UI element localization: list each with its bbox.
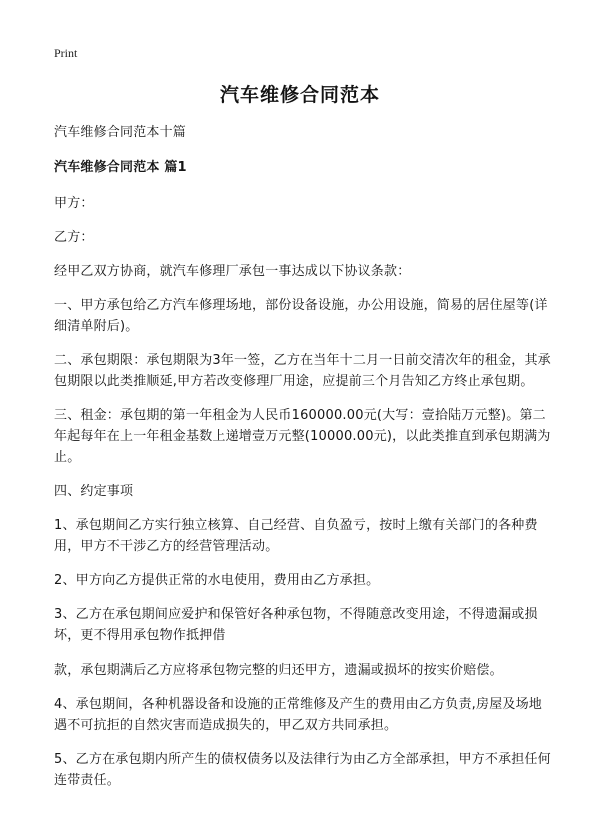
print-label: Print (54, 46, 78, 60)
item-3-paragraph: 3、乙方在承包期间应爱护和保管好各种承包物，不得随意改变用途，不得遗漏或损坏，更不得用承包物作抵押借 (54, 607, 538, 643)
item-2-paragraph: 2、甲方向乙方提供正常的水电使用，费用由乙方承担。 (54, 573, 380, 588)
clause-3-paragraph: 三、租金：承包期的第一年租金为人民币160000.00元(大写：壹拾陆万元整)。第二年起每年在上一年租金基数上递增壹万元整(10000.00元)，以此类推直到承包期满为止。 (54, 408, 551, 465)
item-5-paragraph: 5、乙方在承包期内所产生的债权债务以及法律行为由乙方全部承担，甲方不承担任何连带责任。 (54, 752, 551, 788)
party-b-line: 乙方： (54, 230, 94, 245)
intro-paragraph: 经甲乙双方协商，就汽车修理厂承包一事达成以下协议条款： (54, 264, 411, 279)
item-4-paragraph: 4、承包期间，各种机器设备和设施的正常维修及产生的费用由乙方负责,房屋及场地遇不可抗拒的自然灾害而造成损失的，甲乙双方共同承担。 (54, 697, 543, 733)
document-subtitle: 汽车维修合同范本十篇 (54, 125, 187, 140)
party-a-line: 甲方： (54, 196, 94, 211)
document-title: 汽车维修合同范本 (219, 84, 380, 106)
section-heading: 汽车维修合同范本 篇1 (54, 160, 187, 175)
clause-1-paragraph: 一、甲方承包给乙方汽车修理场地，部份设备设施，办公用设施，简易的居住屋等(详细清单附后)。 (54, 298, 548, 334)
clause-2-paragraph: 二、承包期限：承包期限为3年一签，乙方在当年十二月一日前交清次年的租金，其承包期限以此类推顺延,甲方若改变修理厂用途，应提前三个月告知乙方终止承包期。 (54, 353, 551, 389)
document-body (54, 122, 554, 804)
item-3-continuation: 款，承包期满后乙方应将承包物完整的归还甲方，遗漏或损坏的按实价赔偿。 (54, 663, 503, 678)
clause-4-heading: 四、约定事项 (54, 484, 134, 499)
item-1-paragraph: 1、承包期间乙方实行独立核算、自己经营、自负盈亏，按时上缴有关部门的各种费用，甲方不干涉乙方的经营管理活动。 (54, 518, 538, 554)
